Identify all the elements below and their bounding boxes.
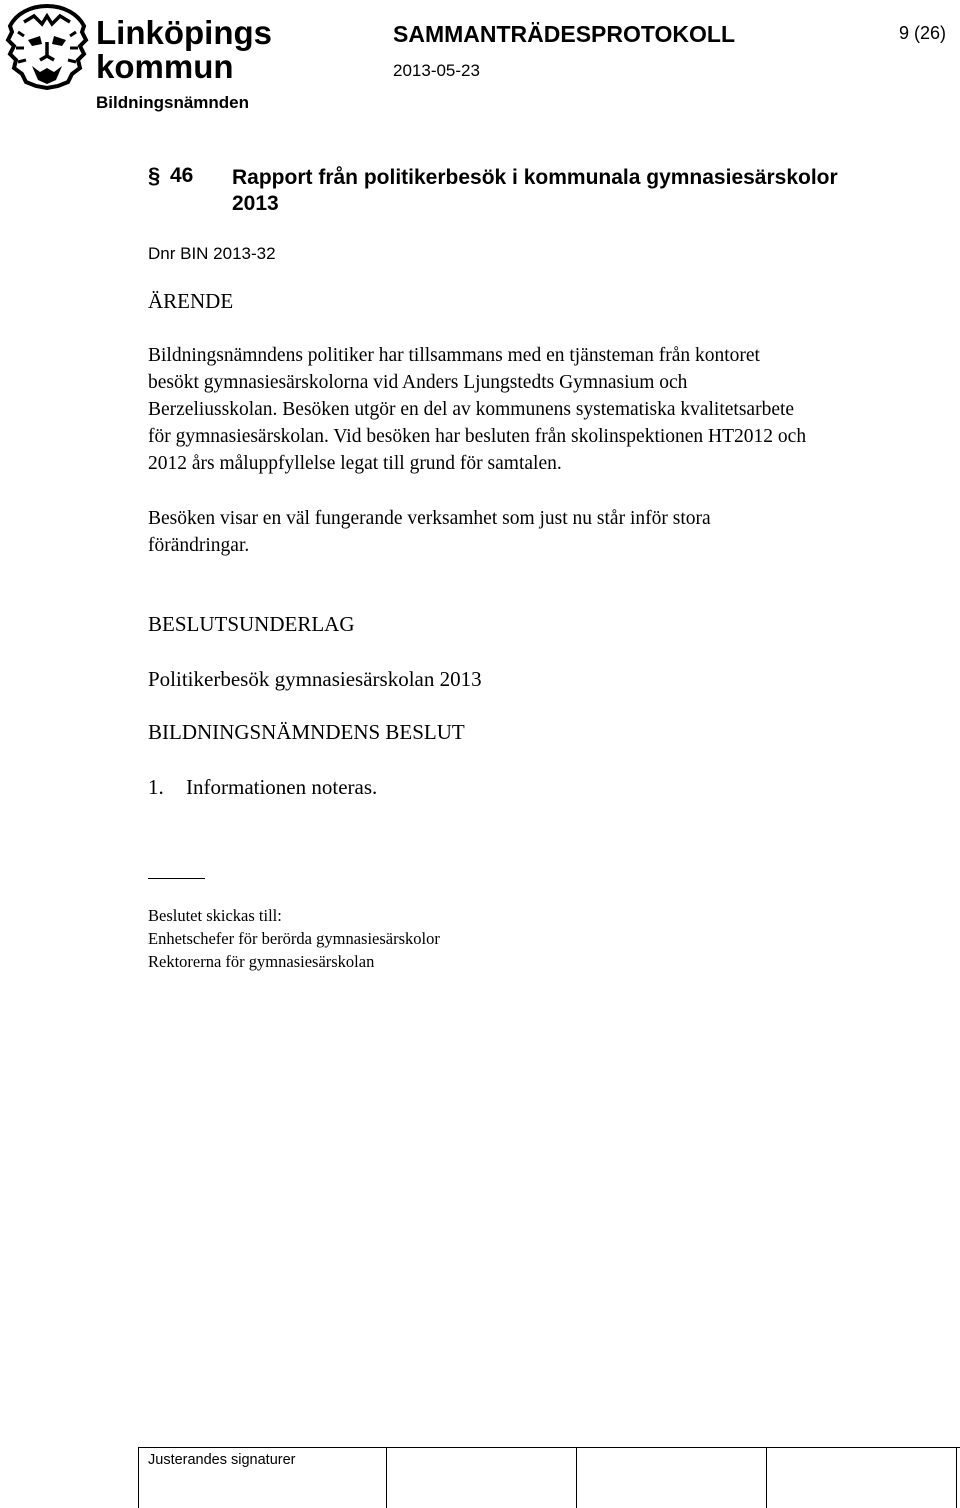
signature-cell xyxy=(138,1448,139,1508)
text-line: för gymnasiesärskolan. Vid besöken har besluten från skolinspektionen HT2012 och xyxy=(148,426,807,447)
department-name: Bildningsnämnden xyxy=(96,93,249,112)
diary-number: Dnr BIN 2013-32 xyxy=(148,244,276,263)
section-sign: § xyxy=(148,163,161,188)
beslut-item-text: Informationen noteras. xyxy=(186,775,378,799)
distribution-heading: Beslutet skickas till: xyxy=(148,906,282,925)
org-name-line1: Linköpings xyxy=(96,14,272,51)
arende-paragraph-1 xyxy=(148,342,938,477)
text-line: besökt gymnasiesärskolorna vid Anders Ljungstedts Gymnasium och xyxy=(148,372,688,393)
beslut-item-number: 1. xyxy=(148,775,164,799)
beslut-heading: BILDNINGSNÄMNDENS BESLUT xyxy=(148,720,465,744)
distribution-recipient: Enhetschefer för berörda gymnasiesärskolor xyxy=(148,929,440,948)
org-name-line2: kommun xyxy=(96,48,234,85)
lion-crest-icon xyxy=(4,2,90,90)
item-title: Rapport från politikerbesök i kommunala gymnasiesärskolor xyxy=(232,166,838,189)
underlag-text: Politikerbesök gymnasiesärskolan 2013 xyxy=(148,667,482,691)
distribution-recipient: Rektorerna för gymnasiesärskolan xyxy=(148,952,375,971)
signature-cell xyxy=(956,1448,957,1508)
page-number: 9 (26) xyxy=(898,23,946,43)
text-line: Bildningsnämndens politiker har tillsammans med en tjänsteman från kontoret xyxy=(148,345,760,366)
signature-cell xyxy=(766,1448,767,1508)
item-title-line2: 2013 xyxy=(232,192,279,215)
separator-rule xyxy=(148,878,205,879)
signature-label: Justerandes signaturer xyxy=(148,1452,296,1468)
signature-cell xyxy=(386,1448,387,1508)
signature-cell xyxy=(576,1448,577,1508)
arende-paragraph-2 xyxy=(148,505,938,559)
text-line: Berzeliusskolan. Besöken utgör en del av kommunens systematiska kvalitetsarbete xyxy=(148,399,795,420)
item-number: 46 xyxy=(170,164,194,187)
text-line: 2012 års måluppfyllelse legat till grund för samtalen. xyxy=(148,453,562,474)
underlag-heading: BESLUTSUNDERLAG xyxy=(148,612,355,636)
text-line: förändringar. xyxy=(148,535,250,556)
document-type: SAMMANTRÄDESPROTOKOLL xyxy=(393,21,736,47)
arende-heading: ÄRENDE xyxy=(148,289,234,313)
document-date: 2013-05-23 xyxy=(393,61,480,80)
text-line: Besöken visar en väl fungerande verksamhet som just nu står inför stora xyxy=(148,508,711,529)
